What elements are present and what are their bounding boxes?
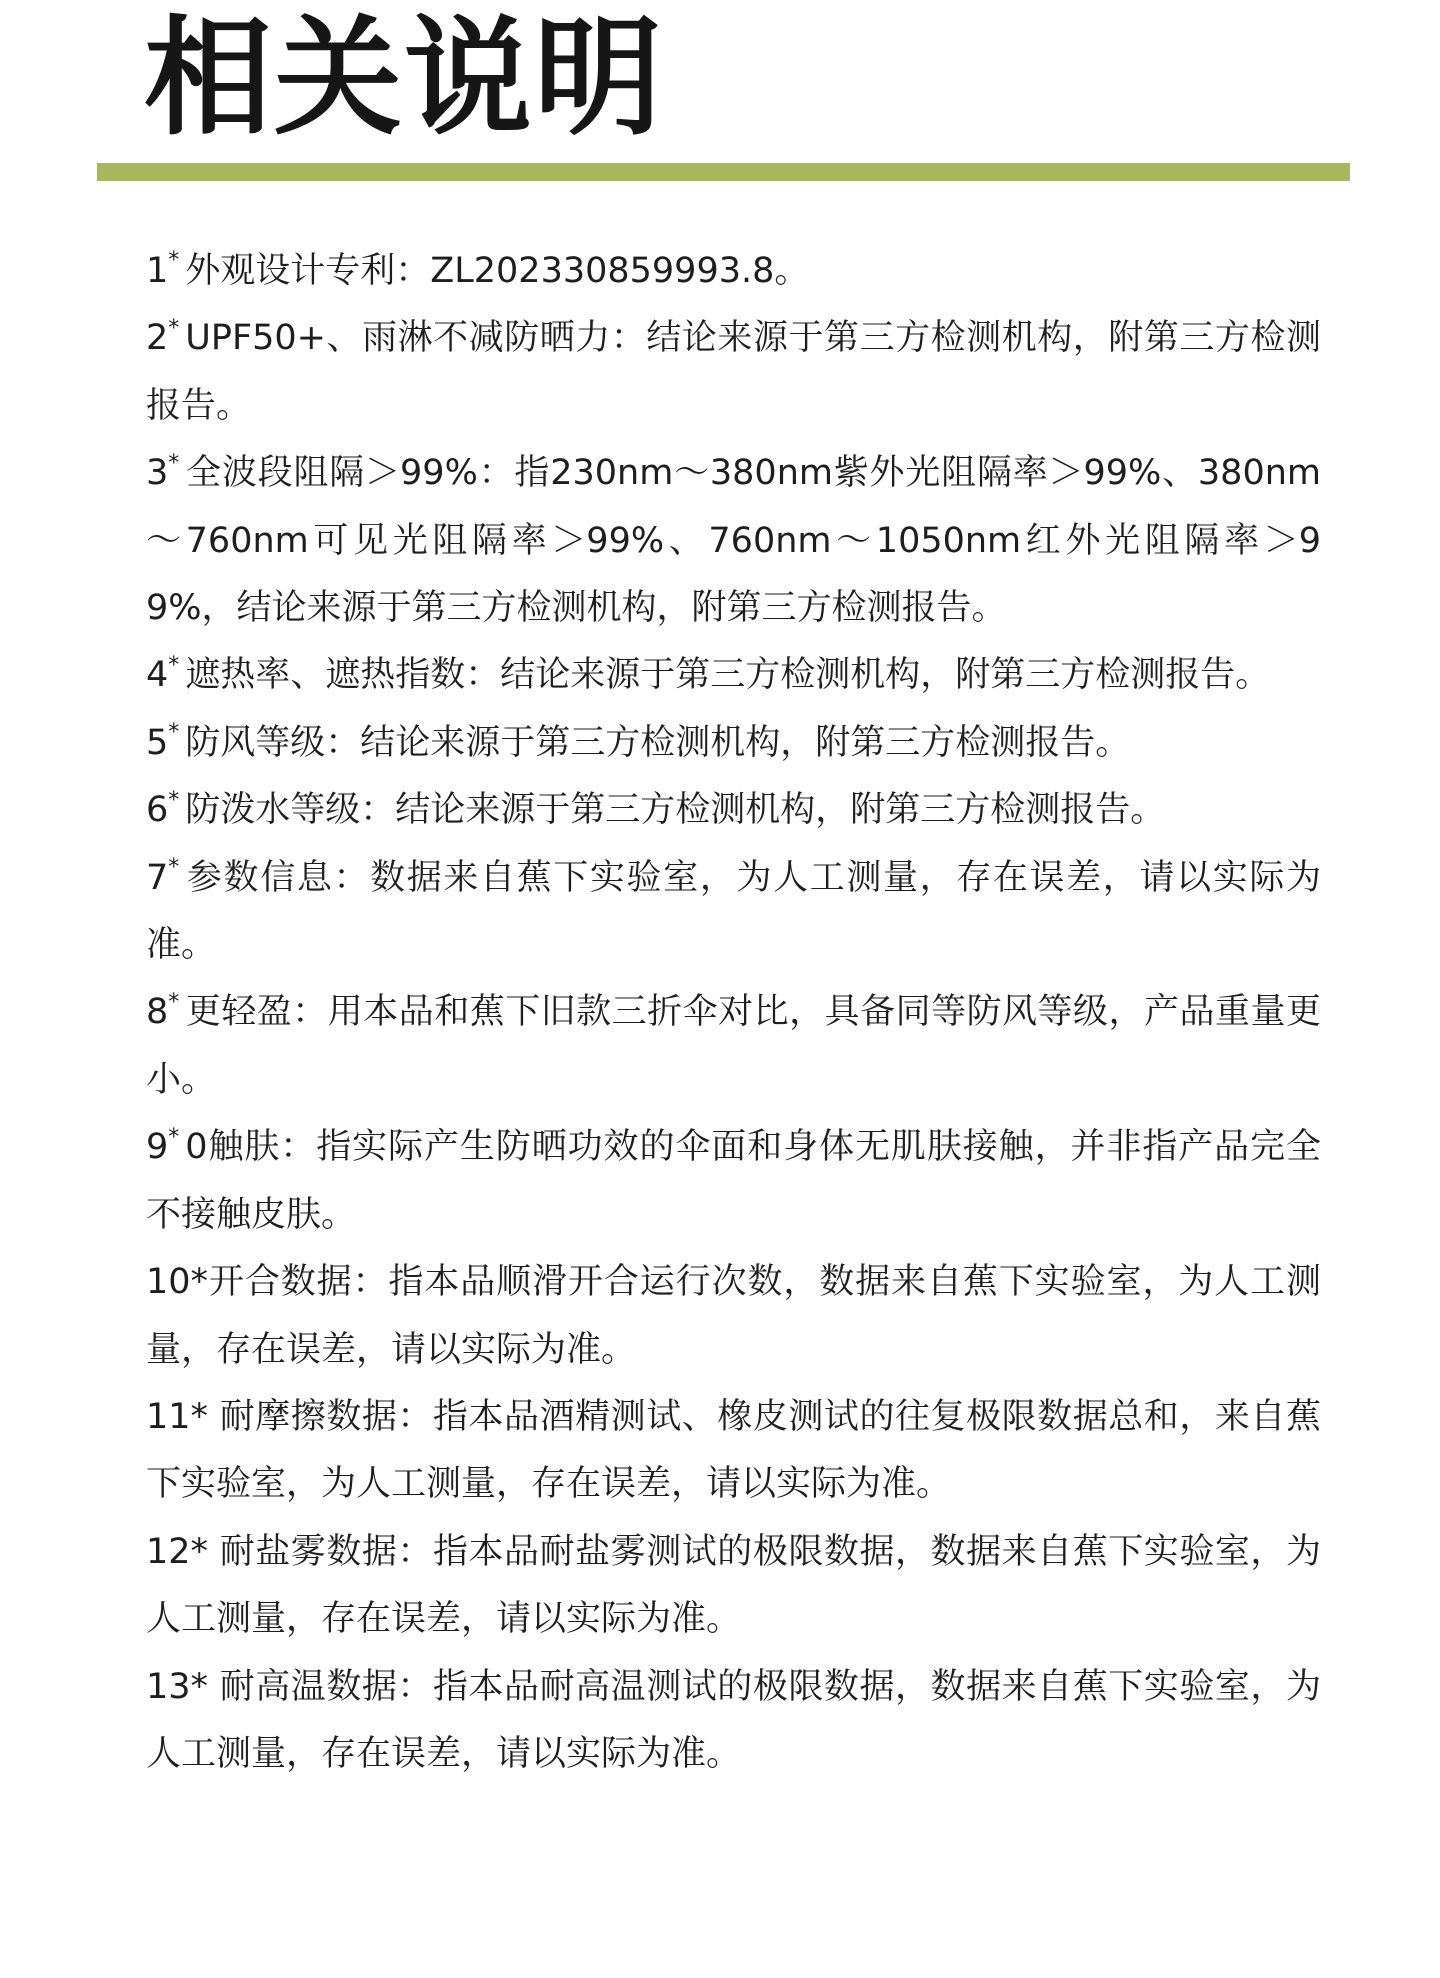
note-number: 11 (146, 1396, 191, 1437)
note-number: 5 (146, 722, 169, 763)
note-number: 8 (146, 992, 169, 1033)
notes-list (146, 238, 1321, 1788)
note-item-8 (146, 979, 1321, 1114)
note-text: 0触肤：指实际产生防晒功效的伞面和身体无肌肤接触，并非指产品完全不接触皮肤。 (146, 1127, 1321, 1235)
note-asterisk: * (168, 989, 180, 1015)
title-divider (97, 163, 1350, 181)
note-asterisk: * (168, 1124, 180, 1150)
note-text: 耐高温数据：指本品耐高温测试的极限数据，数据来自蕉下实验室，为人工测量，存在误差，请以实际为准。 (146, 1666, 1321, 1774)
page-title: 相关说明 (144, 4, 665, 153)
note-text: 外观设计专利：ZL202330859993.8。 (185, 251, 810, 291)
note-number: 12 (146, 1531, 191, 1572)
note-item-5 (146, 710, 1321, 777)
note-text: 遮热率、遮热指数：结论来源于第三方检测机构，附第三方检测报告。 (185, 655, 1271, 696)
note-number: 4 (146, 655, 169, 696)
note-asterisk: * (168, 855, 180, 880)
note-text: UPF50+、雨淋不减防晒力：结论来源于第三方检测机构，附第三方检测报告。 (146, 318, 1321, 426)
note-text: 耐摩擦数据：指本品酒精测试、橡皮测试的往复极限数据总和，来自蕉下实验室，为人工测量，存在误差，请以实际为准。 (146, 1396, 1321, 1505)
note-asterisk: * (168, 248, 180, 274)
note-text: 参数信息：数据来自蕉下实验室，为人工测量，存在误差，请以实际为准。 (146, 857, 1321, 966)
note-number: 1 (146, 251, 169, 291)
note-asterisk: * (190, 1396, 209, 1437)
note-number: 7 (146, 857, 169, 898)
note-asterisk: * (168, 450, 180, 476)
note-text: 耐盐雾数据：指本品耐盐雾测试的极限数据，数据来自蕉下实验室，为人工测量，存在误差，请以实际为准。 (146, 1531, 1321, 1640)
note-number: 2 (146, 318, 169, 359)
note-asterisk: * (168, 720, 180, 746)
note-item-10 (146, 1249, 1321, 1384)
note-asterisk: * (190, 1262, 209, 1303)
note-text: 防泼水等级：结论来源于第三方检测机构，附第三方检测报告。 (185, 790, 1166, 831)
note-number: 6 (146, 790, 169, 831)
note-item-13 (146, 1654, 1321, 1789)
note-number: 13 (146, 1666, 191, 1707)
note-item-1 (146, 238, 1321, 305)
note-number: 3 (146, 453, 169, 494)
note-number: 9 (146, 1127, 169, 1168)
note-asterisk: * (168, 315, 180, 341)
note-item-2 (146, 305, 1321, 440)
note-asterisk: * (190, 1666, 209, 1707)
note-text: 全波段阻隔＞99%：指230nm～380nm紫外光阻隔率＞99%、380nm～760nm可见光阻隔率＞99%、760nm～1050nm红外光阻隔率＞99%，结论来源于第三方检测机构，附第三方检测报告。 (146, 453, 1321, 629)
note-asterisk: * (168, 787, 180, 813)
note-item-7 (146, 845, 1321, 980)
note-item-12 (146, 1519, 1321, 1654)
note-asterisk: * (168, 652, 180, 678)
note-item-3 (146, 440, 1321, 642)
note-text: 开合数据：指本品顺滑开合运行次数，数据来自蕉下实验室，为人工测量，存在误差，请以实际为准。 (146, 1262, 1321, 1370)
note-item-6 (146, 777, 1321, 844)
note-number: 10 (146, 1262, 191, 1303)
note-item-4 (146, 642, 1321, 709)
note-item-11 (146, 1384, 1321, 1519)
note-asterisk: * (190, 1531, 209, 1572)
note-text: 防风等级：结论来源于第三方检测机构，附第三方检测报告。 (185, 722, 1131, 763)
note-text: 更轻盈：用本品和蕉下旧款三折伞对比，具备同等防风等级，产品重量更小。 (146, 992, 1321, 1100)
note-item-9 (146, 1114, 1321, 1249)
